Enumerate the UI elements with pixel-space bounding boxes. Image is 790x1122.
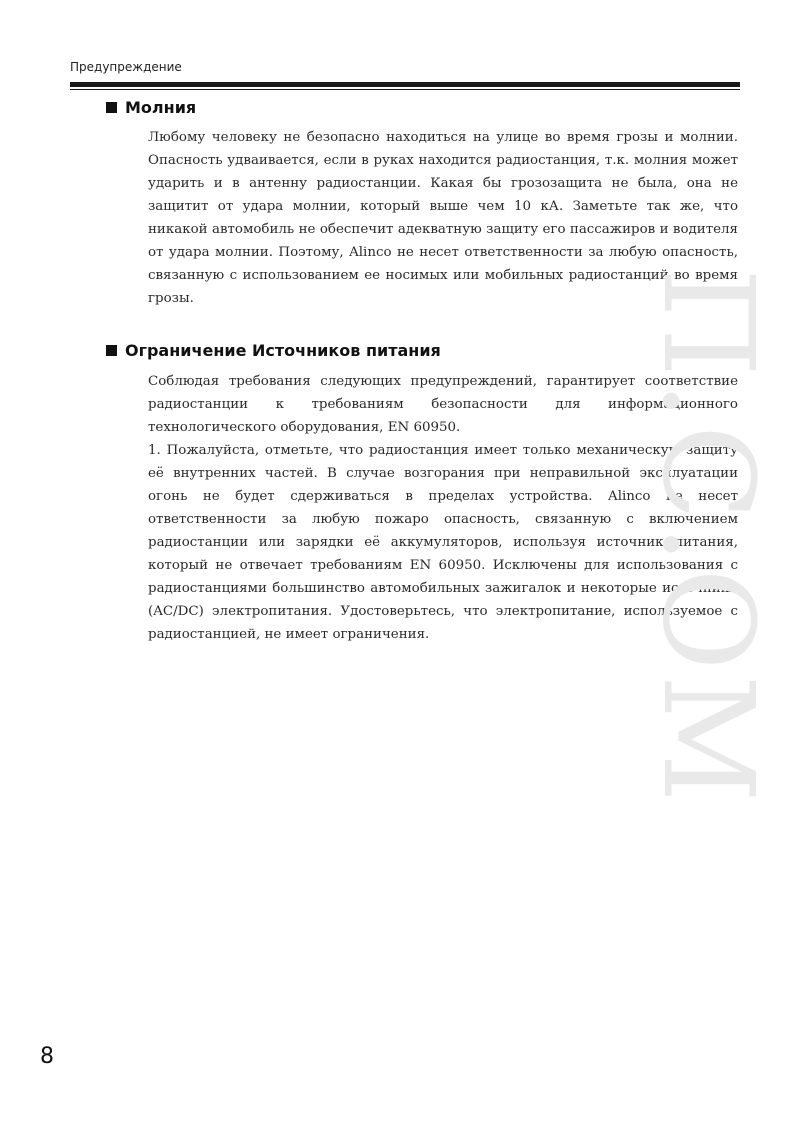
page-number: 8 <box>40 1044 54 1069</box>
square-bullet-icon <box>106 102 117 113</box>
running-head: Предупреждение <box>70 60 182 74</box>
paragraph-power-intro: Соблюдая требования следующих предупреждений, гарантирует соответствие радиостанции к требованиям безопасности для информационного технологического оборудования, EN 60950. <box>148 374 738 435</box>
section-heading-text: Ограничение Источников питания <box>125 341 441 360</box>
watermark: П.С.ОМ <box>635 268 780 807</box>
paragraph-power-note-1: 1. Пожалуйста, отметьте, что радиостанция имеет только механическую защиту её внутренних частей. В случае возгорания при неправильной эксплуатации огонь не будет сдерживаться в пределах устройства. Alinco не несет ответственности за любую пожаро опасность, связанную с включением радиостанции или зарядки её аккумуляторов, используя источник питания, который не отвечает требованиям EN 60950. Исключены для использования с радиостанциями большинство автомобильных зажигалок и некоторые источники (AC/DC) электропитания. Удостоверьтесь, что электропитание, используемое с радиостанцией, не имеет ограничения. <box>148 443 738 642</box>
header-rule-thin <box>70 89 740 90</box>
square-bullet-icon <box>106 345 117 356</box>
section-heading-power-limitation <box>106 341 441 360</box>
header-rule-thick <box>70 82 740 87</box>
section-heading-text: Молния <box>125 98 197 117</box>
section-heading-lightning <box>106 98 196 117</box>
paragraph-lightning: Любому человеку не безопасно находиться на улице во время грозы и молнии. Опасность удваивается, если в руках находится радиостанция, т.к. молния может ударить и в антенну радиостанции. Какая бы грозозащита не была, она не защитит от удара молнии, который выше чем 10 кА. Заметьте так же, что никакой автомобиль не обеспечит адекватную защиту его пассажиров и водителя от удара молнии. Поэтому, Alinco не несет ответственности за любую опасность, связанную с использованием ее носимых или мобильных радиостанций во время грозы. <box>148 130 738 306</box>
